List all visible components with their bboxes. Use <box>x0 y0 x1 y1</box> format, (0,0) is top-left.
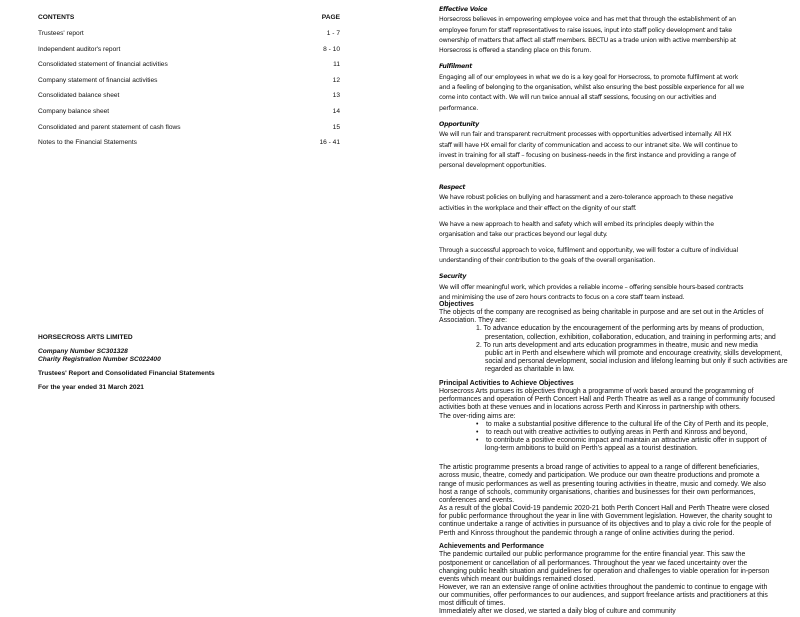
text-line: range of music performances as well as presenting touring activities in theatre, music and comedy. We also <box>439 480 766 488</box>
section-heading: Fulfilment <box>439 63 472 71</box>
text-line: activities in the workplace and their effect on the dignity of our staff. <box>439 204 637 212</box>
contents-table <box>38 14 340 155</box>
text-line: Horsecross believes in empowering employee voice and has met that through the establishment of an <box>439 16 736 24</box>
contents-row-page: 8 - 10 <box>323 45 340 53</box>
contents-row <box>38 61 340 77</box>
text-line: ownership of matters that affect all staff members. BECTU as a trade union with active membership at <box>439 37 736 45</box>
contents-row-page: 14 <box>332 107 340 115</box>
text-line: personal development opportunities. <box>439 162 546 170</box>
cover-block <box>38 334 215 392</box>
section-heading: Achievements and Performance <box>439 543 544 551</box>
text-line: changing public health situation and guidelines for operation and challenges to viable operation for in-person <box>439 567 770 575</box>
contents-row-page: 12 <box>332 76 340 84</box>
text-line: understanding of their contribution to the goals of the overall organisation. <box>439 257 656 265</box>
text-line: performances and operation of Perth Concert Hall and Perth Theatre as well as a range of community focused <box>439 396 775 404</box>
text-line: Immediately after we closed, we started a daily blog of culture and community <box>439 608 676 616</box>
text-line: staff will have HX email for clarity of communication and access to our intranet site. We will continue to <box>439 141 738 149</box>
contents-header <box>38 14 340 30</box>
bullet-item <box>439 429 794 437</box>
contents-row <box>38 77 340 93</box>
text-line: We will offer meaningful work, which provides a reliable income – offering sensible hours-based contracts <box>439 283 744 291</box>
text-line: long-term ambitions to build on Perth’s appeal as a tourist destination. <box>485 445 698 453</box>
charity-number: Charity Registration Number SC022400 <box>38 356 161 363</box>
text-line: 1. To advance education by the encouragement of the performing arts by means of production, <box>476 325 764 333</box>
text-line: host a range of schools, community organisations, charities and businesses for their own performances, <box>439 488 756 496</box>
text-line: performance. <box>439 104 479 112</box>
text-line: postponement or cancellation of all performances. Throughout the year we faced uncertainty over the <box>439 559 748 567</box>
contents-row-page: 11 <box>333 61 340 69</box>
text-line: 2. To run arts development and arts education programmes in theatre, music and new media <box>476 341 758 349</box>
text-line: conferences and events. <box>439 496 515 504</box>
contents-row-label: Consolidated statement of financial activities <box>38 61 168 69</box>
text-line: The artistic programme presents a broad range of activities to appeal to a range of different beneficiaries, <box>439 464 760 472</box>
text-line: presentation, collection, exhibition, collaboration, education, and training in performing arts; and <box>485 333 776 341</box>
text-line: events which meant our buildings remained closed. <box>439 575 596 583</box>
text-line: We have robust policies on bullying and harassment and a zero-tolerance approach to these negative <box>439 194 734 202</box>
text-line: come into contact with. We will run twice annual all staff sessions, focusing on our activities and <box>439 94 717 102</box>
text-line: employee forum for staff representatives to raise issues, input into staff policy development and take <box>439 26 732 34</box>
contents-row-page: 16 - 41 <box>319 139 340 147</box>
text-line: our communities, offer performances to our audiences, and support freelance artists and practitioners at this <box>439 592 768 600</box>
text-line: Through a successful approach to voice, fulfilment and opportunity, we will foster a culture of individual <box>439 247 738 254</box>
contents-row-label: Company statement of financial activities <box>38 76 158 84</box>
text-line: most difficult of times. <box>439 600 506 608</box>
contents-row-page: 13 <box>332 92 340 100</box>
text-line: invest in training for all staff – focusing on business-needs in the first instance and providing a range of <box>439 151 736 159</box>
text-line: regarded as charitable in law. <box>485 366 575 374</box>
text-line: across music, theatre, comedy and participation. We produce our own theatre productions and promote a <box>439 472 760 480</box>
text-line: However, we ran an extensive range of online activities throughout the pandemic to continue to engage with <box>439 584 768 591</box>
bullet-item <box>439 421 794 429</box>
contents-row-label: Independent auditor's report <box>38 45 121 53</box>
section-heading: Respect <box>439 183 466 191</box>
section-heading: Security <box>439 273 467 281</box>
contents-row <box>38 139 340 155</box>
page-column-header: PAGE <box>321 14 340 21</box>
text-line: social and personal development, social inclusion and lifelong learning but only if such activities are <box>485 358 788 366</box>
text-line: Engaging all of our employees in what we do is a key goal for Horsecross, to promote fulfilment at work <box>439 73 739 81</box>
text-line: The objects of the company are recognised as being charitable in purpose and are set out in the Articles of <box>439 309 764 317</box>
text-line: We will run fair and transparent recruitment processes with opportunities advertised internally. All HX <box>439 131 732 139</box>
text-line: public art in Perth and elsewhere which will promote and encourage creativity, skills development, <box>485 349 783 357</box>
text-line: and minimising the use of zero hours contracts to focus on a core staff team instead. <box>439 294 685 301</box>
section-heading: Effective Voice <box>439 6 488 13</box>
bullet-icon: • <box>476 437 479 444</box>
bullet-text: to contribute a positive economic impact and maintain an attractive artistic offer in support of <box>486 437 767 444</box>
section-heading: Objectives <box>439 301 474 308</box>
bullet-icon: • <box>476 428 479 436</box>
contents-row-page: 15 <box>332 123 340 131</box>
contents-row <box>38 46 340 62</box>
contents-row <box>38 108 340 124</box>
company-number: Company Number SC301328 <box>38 348 128 355</box>
staff-values-section <box>439 5 789 301</box>
text-line: Horsecross Arts pursues its objectives through a programme of work based around the programming of <box>439 388 754 396</box>
report-title: Trustees' Report and Consolidated Financial Statements <box>38 370 215 377</box>
text-line: and a feeling of belonging to the organisation, whilst also ensuring the best possible experience for all we <box>439 84 745 92</box>
contents-row-label: Consolidated and parent statement of cash flows <box>38 123 181 131</box>
contents-row-label: Company balance sheet <box>38 107 110 115</box>
section-heading: Opportunity <box>439 120 479 128</box>
text-line: for public performance throughout the year in line with Government legislation. However, the charity sought to <box>439 513 773 521</box>
contents-row <box>38 124 340 140</box>
text-line: continue undertake a range of activities in pursuance of its objectives and to play a civic role for the people of <box>439 521 772 529</box>
text-line: organisation and take our practices beyond our legal duty. <box>439 230 608 238</box>
bullet-item <box>439 437 794 445</box>
contents-title: CONTENTS <box>38 14 75 21</box>
bullet-text: to make a substantial positive difference to the cultural life of the City of Perth and its people, <box>486 420 769 428</box>
contents-row-label: Notes to the Financial Statements <box>38 139 137 147</box>
contents-row-label: Trustees' report <box>38 30 84 37</box>
text-line: activities both at these venues and in locations across Perth and Kinross in partnership with others. <box>439 404 741 412</box>
contents-row <box>38 92 340 108</box>
text-line: The pandemic curtailed our public performance programme for the entire financial year. This saw the <box>439 551 746 559</box>
text-line: Horsecross is offered a standing place on this forum. <box>439 47 591 55</box>
report-period: For the year ended 31 March 2021 <box>38 384 144 391</box>
contents-row <box>38 30 340 46</box>
contents-row-label: Consolidated balance sheet <box>38 92 120 100</box>
section-heading: Principal Activities to Achieve Objectives <box>439 379 574 387</box>
text-line: Association. They are: <box>439 317 508 325</box>
objectives-section <box>439 301 794 617</box>
contents-row-page: 1 - 7 <box>326 30 340 37</box>
text-line: As a result of the global Covid-19 pandemic 2020-21 both Perth Concert Hall and Perth Theatre were closed <box>439 505 770 513</box>
text-line: Perth and Kinross throughout the pandemic through a range of online activities during the period. <box>439 529 735 537</box>
bullet-icon: • <box>476 420 479 428</box>
text-line: The over-riding aims are: <box>439 412 516 420</box>
text-line: We have a new approach to health and safety which will embed its principles deeply within the <box>439 220 714 228</box>
bullet-text: to reach out with creative activities to outlying areas in Perth and Kinross and beyond, <box>486 428 748 436</box>
company-name: HORSECROSS ARTS LIMITED <box>38 334 133 341</box>
